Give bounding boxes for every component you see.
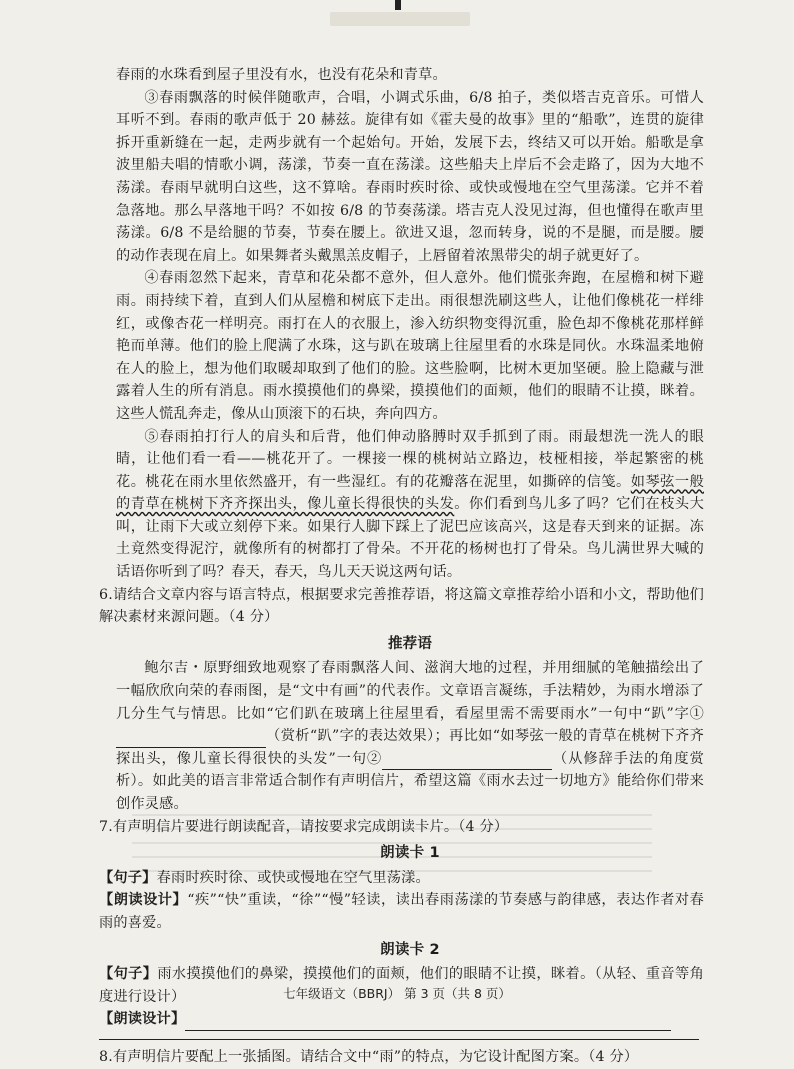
passage-paragraph-5 [116,426,704,584]
page-footer: 七年级语文（BBRJ） 第 3 页（共 8 页） [283,986,511,1001]
recommendation-text-c: （从修辞手法的角度赏析）。如此美的语言非常适合制作有声明信片，希望这篇《雨水去过一切地方》能给你们带来创作灵感。 [116,750,704,812]
answer-blank-3[interactable] [185,1014,671,1031]
answer-line[interactable] [99,1031,699,1040]
passage-paragraph-3: ③春雨飘落的时候伴随歌声，合唱，小调式乐曲，6/8 拍子，类似塔吉克音乐。可惜人耳听不到。春雨的歌声低于 20 赫兹。旋律有如《霍夫曼的故事》里的“船歌”，连贯的旋律拆开重新缝在一起，走两步就有一个起始句。开始，发展下去，终结又可以开始。船歌是拿波里船夫唱的情歌小调，荡漾，节奏一直在荡漾。这些船夫上岸后不会走路了，因为大地不荡漾。春雨早就明白这些，这不算啥。春雨时疾时徐、或快或慢地在空气里荡漾。它并不着急落地。那么早落地干吗？不如按 6/8 的节奏荡漾。塔吉克人没见过海，但也懂得在歌声里荡漾。6/8 不是给腿的节奏，节奏在腰上。欲进又退，忽而转身，说的不是腿，而是腰。腰的动作表现在肩上。如果舞者头戴黑羔皮帽子，上唇留着浓黑带尖的胡子就更好了。 [116,89,704,264]
paragraph-5-text-b: 。你们看到鸟儿多了吗？它们在枝头大叫，让雨下大或立刻停下来。如果行人脚下踩上了泥巴应该高兴，这是春天到来的证据。冻土竟然变得泥泞，就像所有的树都打了骨朵。不开花的杨树也打了骨朵。鸟儿满世界大喊的话语你听到了吗？春天，春天，鸟儿天天说这两句话。 [116,496,704,581]
sentence-tag: 【句子】 [99,869,157,886]
design-tag: 【朗读设计】 [99,892,188,909]
paragraph-5-text-a: ⑤春雨拍打行人的肩头和后背，他们伸动胳膊时双手抓到了雨。雨最想洗一洗人的眼睛，让他们看一看——桃花开了。一棵接一棵的桃树站立路边，枝桠相接，举起繁密的桃花。桃花在雨水里依然盛开，有一些湿红。有的花瓣落在泥里，如撕碎的信笺。 [116,428,704,490]
card-1-design [99,889,704,934]
binding-mark [395,0,401,10]
card-2-sentence-text: 雨水摸摸他们的鼻梁，摸摸他们的面颊，他们的眼睛不让摸，眯着。（从轻、重音等角度进行设计） [99,966,704,1005]
recommendation-title: 推荐语 [387,635,433,652]
reading-card-1-title: 朗读卡 1 [380,845,440,862]
question-8: 8.有声明信片要配上一张插图。请结合文中“雨”的特点，为它设计配图方案。（4 分） [99,1048,639,1065]
design-tag: 【朗读设计】 [99,1011,186,1028]
page-content [99,64,704,1069]
card-1-design-text: “疾”“快”重读，“徐”“慢”轻读，读出春雨荡漾的节奏感与韵律感，表达作者对春雨的喜爱。 [99,892,704,931]
recommendation-text-a: 鲍尔吉・原野细致地观察了春雨飘落人间、滋润大地的过程，并用细腻的笔触描绘出了一幅欣欣向荣的春雨图，是“文中有画”的代表作。文章语言凝练，手法精妙，为雨水增添了几分生气与情思。比如“它们趴在玻璃上往屋里看，看屋里需不需要雨水”一句中“趴”字① [116,660,704,722]
question-7: 7.有声明信片要进行朗读配音，请按要求完成朗读卡片。（4 分） [99,818,509,835]
recommendation-body [116,657,704,815]
question-6: 6.请结合文章内容与语言特点，根据要求完善推荐语，将这篇文章推荐给小语和小文，帮助他们解决素材来源问题。（4 分） [99,586,704,626]
answer-blank-2[interactable] [382,753,552,770]
passage-paragraph-4: ④春雨忽然下起来，青草和花朵都不意外，但人意外。他们慌张奔跑，在屋檐和树下避雨。雨持续下着，直到人们从屋檐和树底下走出。雨很想洗刷这些人，让他们像桃花一样绯红，或像杏花一样明亮。雨打在人的衣服上，渗入纺织物变得沉重，脸色却不像桃花那样鲜艳而单薄。他们的脸上爬满了水珠，这与趴在玻璃上往屋里看的水珠是同伙。水珠温柔地俯在人的脸上，想为他们取暖却取到了他们的脸。这些脸啊，比树木更加坚硬。脸上隐藏与泄露着人生的所有消息。雨水摸摸他们的鼻梁，摸摸他们的面颊，他们的眼睛不让摸，眯着。这些人慌乱奔走，像从山顶滚下的石块，奔向四方。 [116,270,704,422]
faded-header-band [330,12,470,26]
sentence-tag: 【句子】 [99,966,158,983]
card-1-sentence [99,867,704,890]
card-1-sentence-text: 春雨时疾时徐、或快或慢地在空气里荡漾。 [156,869,430,886]
reading-card-2-title: 朗读卡 2 [380,941,440,958]
answer-blank-1[interactable] [116,731,266,748]
passage-intro-line: 春雨的水珠看到屋子里没有水，也没有花朵和青草。 [116,67,447,83]
recommendation-text-b: （赏析“趴”字的表达效果）；再比如“如琴弦一般的青草在桃树下齐齐探出头，像儿童长得很快的头发”一句② [116,728,704,767]
underlined-sentence: 如琴弦一般的青草在桃树下齐齐探出头，像儿童长得很快的头发 [116,473,704,513]
